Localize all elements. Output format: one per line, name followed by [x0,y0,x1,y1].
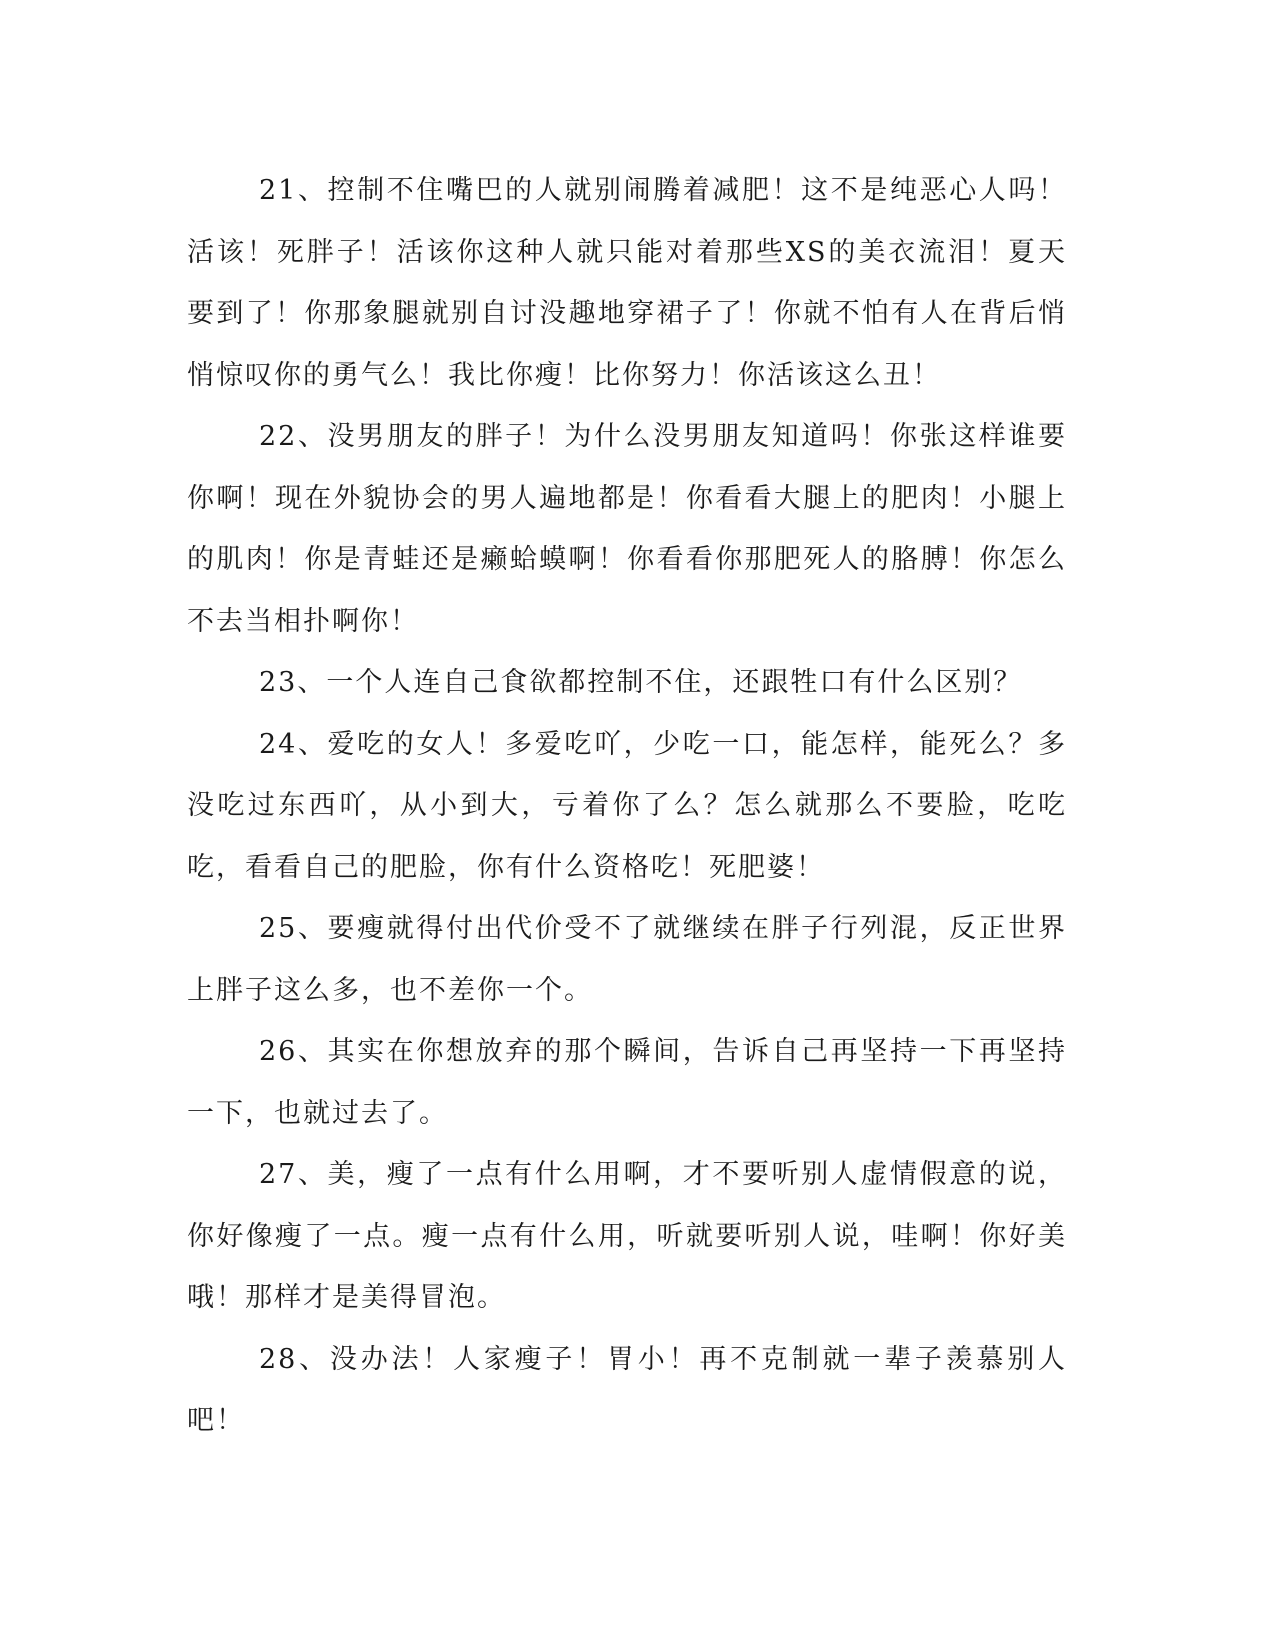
paragraph-23: 23、一个人连自己食欲都控制不住，还跟牲口有什么区别？ [259,667,1023,698]
document-body [187,160,1067,1452]
paragraph-26: 26、其实在你想放弃的那个瞬间，告诉自己再坚持一下再坚持一下，也就过去了。 [187,1036,1067,1129]
paragraph-21: 21、控制不住嘴巴的人就别闹腾着减肥！这不是纯恶心人吗！活该！死胖子！活该你这种人就只能对着那些XS的美衣流泪！夏天要到了！你那象腿就别自讨没趣地穿裙子了！你就不怕有人在背后悄悄惊叹你的勇气么！我比你瘦！比你努力！你活该这么丑！ [187,175,1067,391]
paragraph-28: 28、没办法！人家瘦子！胃小！再不克制就一辈子羡慕别人吧！ [187,1343,1067,1436]
paragraph-25: 25、要瘦就得付出代价受不了就继续在胖子行列混，反正世界上胖子这么多，也不差你一个。 [187,913,1067,1006]
paragraph-24: 24、爱吃的女人！多爱吃吖，少吃一口，能怎样，能死么？多没吃过东西吖，从小到大，亏着你了么？怎么就那么不要脸，吃吃吃，看看自己的肥脸，你有什么资格吃！死肥婆！ [187,728,1067,883]
paragraph-27: 27、美，瘦了一点有什么用啊，才不要听别人虚情假意的说，你好像瘦了一点。瘦一点有什么用，听就要听别人说，哇啊！你好美哦！那样才是美得冒泡。 [187,1159,1067,1313]
paragraph-22: 22、没男朋友的胖子！为什么没男朋友知道吗！你张这样谁要你啊！现在外貌协会的男人遍地都是！你看看大腿上的肥肉！小腿上的肌肉！你是青蛙还是癞蛤蟆啊！你看看你那肥死人的胳膊！你怎么不去当相扑啊你！ [187,421,1067,637]
